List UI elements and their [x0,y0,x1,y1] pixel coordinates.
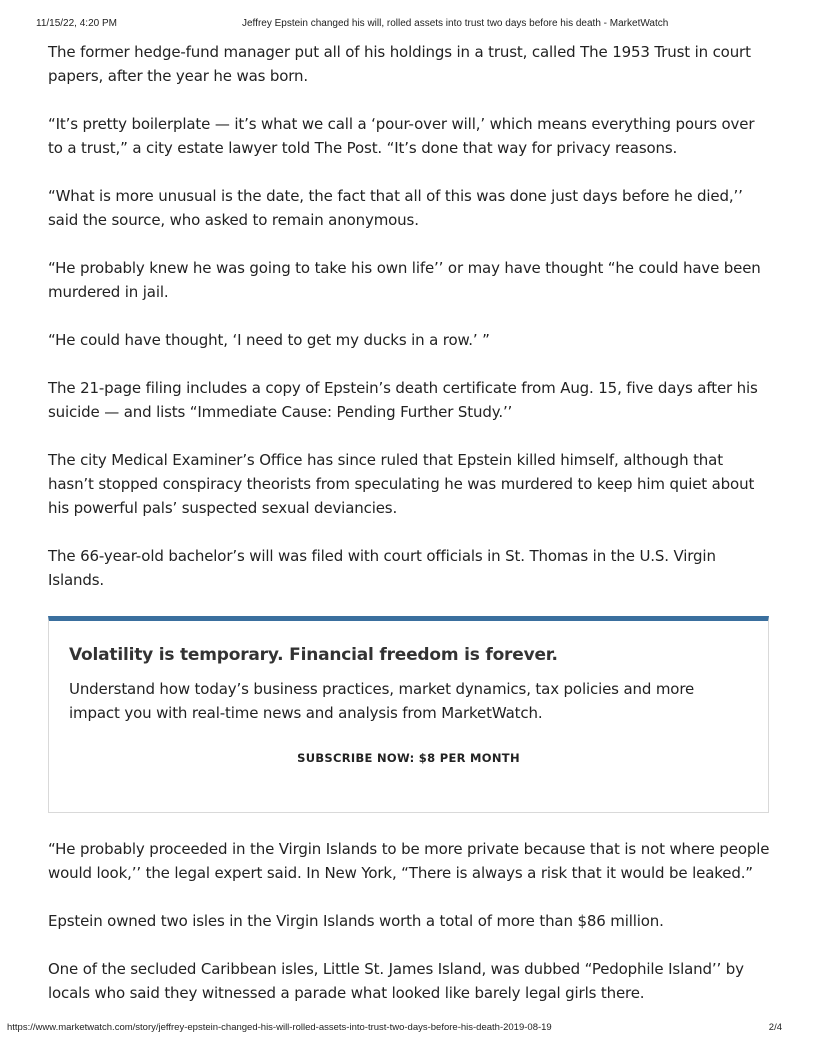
article-paragraph: “He could have thought, ‘I need to get my ducks in a row.’ ” [48,331,490,349]
article-paragraph: “He probably proceeded in the Virgin Islands to be more private because that is not where people would look,’’ the legal expert said. In New York, “There is always a risk that it would be leaked.” [48,840,770,882]
article-paragraph: One of the secluded Caribbean isles, Little St. James Island, was dubbed “Pedophile Island’’ by locals who said they witnessed a parade what looked like barely legal girls there. [48,960,744,1002]
print-page-url: https://www.marketwatch.com/story/jeffrey-epstein-changed-his-will-rolled-assets-into-trust-two-days-before-his-death-2019-08-19 [7,1022,552,1033]
subscription-promo-box [48,616,769,813]
article-paragraph: The 66-year-old bachelor’s will was filed with court officials in St. Thomas in the U.S. Virgin Islands. [48,547,716,589]
promo-description: Understand how today’s business practices, market dynamics, tax policies and more impact you with real-time news and analysis from MarketWatch. [69,680,695,722]
article-body [48,40,772,1029]
print-page-number: 2/4 [768,1022,782,1033]
subscribe-now-link[interactable]: SUBSCRIBE NOW: $8 PER MONTH [297,751,520,765]
article-paragraph: “It’s pretty boilerplate — it’s what we call a ‘pour-over will,’ which means everything pours over to a trust,” a city estate lawyer told The Post. “It’s done that way for privacy reasons. [48,115,755,157]
print-page-title: Jeffrey Epstein changed his will, rolled assets into trust two days before his death - MarketWatch [242,18,669,29]
article-paragraph: “What is more unusual is the date, the fact that all of this was done just days before he died,’’ said the source, who asked to remain anonymous. [48,187,743,229]
article-paragraph: The 21-page filing includes a copy of Epstein’s death certificate from Aug. 15, five days after his suicide — and lists “Immediate Cause: Pending Further Study.’’ [48,379,758,421]
article-paragraph: The city Medical Examiner’s Office has since ruled that Epstein killed himself, although that hasn’t stopped conspiracy theorists from speculating he was murdered to keep him quiet about his powerful pals’ suspected sexual deviancies. [48,451,755,517]
print-header [36,18,780,32]
article-paragraph: The former hedge-fund manager put all of his holdings in a trust, called The 1953 Trust in court papers, after the year he was born. [48,43,751,85]
print-footer [7,1022,782,1036]
article-paragraph: “He probably knew he was going to take his own life’’ or may have thought “he could have been murdered in jail. [48,259,761,301]
print-datetime: 11/15/22, 4:20 PM [36,18,117,29]
article-paragraph: Epstein owned two isles in the Virgin Islands worth a total of more than $86 million. [48,912,664,930]
promo-title: Volatility is temporary. Financial freedom is forever. [69,645,558,665]
